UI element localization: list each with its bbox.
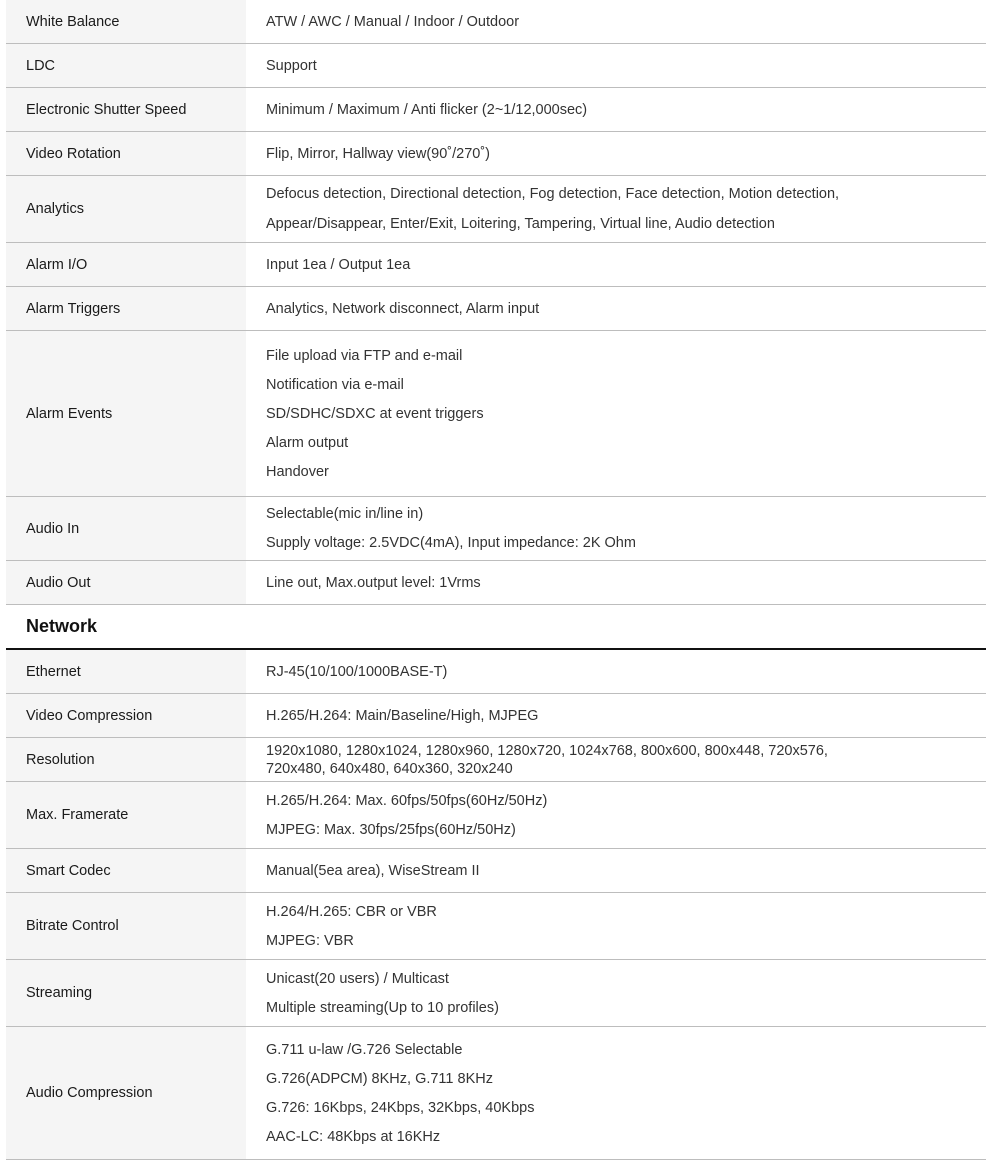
spec-value	[246, 176, 986, 242]
spec-table	[6, 0, 986, 1160]
spec-label: White Balance	[6, 0, 246, 43]
spec-value-line: Minimum / Maximum / Anti flicker (2~1/12,000sec)	[266, 101, 588, 118]
spec-value-line: 720x480, 640x480, 640x360, 320x240	[266, 760, 513, 777]
spec-label: Video Compression	[6, 694, 246, 737]
spec-row-analytics	[6, 176, 986, 243]
spec-label: Alarm Events	[6, 331, 246, 496]
spec-value-line: AAC-LC: 48Kbps at 16KHz	[266, 1128, 441, 1145]
spec-row-ldc	[6, 44, 986, 88]
spec-row-ethernet	[6, 650, 986, 694]
spec-row-bitrate-control	[6, 893, 986, 960]
spec-row-alarm-triggers	[6, 287, 986, 331]
spec-row-audio-in	[6, 497, 986, 561]
spec-label: Video Rotation	[6, 132, 246, 175]
spec-value-line: RJ-45(10/100/1000BASE-T)	[266, 663, 448, 680]
spec-label: Bitrate Control	[6, 893, 246, 959]
spec-value-line: Supply voltage: 2.5VDC(4mA), Input impedance: 2K Ohm	[266, 535, 636, 551]
spec-label: Audio Compression	[6, 1027, 246, 1159]
spec-value	[246, 960, 986, 1026]
spec-value-line: Manual(5ea area), WiseStream II	[266, 862, 480, 879]
spec-row-video-compression	[6, 694, 986, 738]
spec-value	[246, 650, 986, 693]
spec-value-line: Notification via e-mail	[266, 376, 404, 393]
spec-value-line: H.264/H.265: CBR or VBR	[266, 903, 437, 920]
spec-row-streaming	[6, 960, 986, 1027]
spec-value	[246, 331, 986, 496]
spec-label: Streaming	[6, 960, 246, 1026]
spec-value-line: ATW / AWC / Manual / Indoor / Outdoor	[266, 13, 520, 30]
spec-value-line: G.726: 16Kbps, 24Kbps, 32Kbps, 40Kbps	[266, 1099, 535, 1116]
spec-value-line: H.265/H.264: Max. 60fps/50fps(60Hz/50Hz)	[266, 792, 548, 809]
spec-value-line: MJPEG: Max. 30fps/25fps(60Hz/50Hz)	[266, 821, 516, 838]
spec-row-alarm-io	[6, 243, 986, 287]
spec-row-alarm-events	[6, 331, 986, 497]
spec-row-audio-out	[6, 561, 986, 605]
spec-value-line: MJPEG: VBR	[266, 932, 354, 949]
spec-row-video-rotation	[6, 132, 986, 176]
spec-label: Audio In	[6, 497, 246, 560]
spec-value-line: Defocus detection, Directional detection, Fog detection, Face detection, Motion detection,	[266, 186, 840, 202]
spec-value-line: G.711 u-law /G.726 Selectable	[266, 1041, 463, 1058]
spec-value	[246, 782, 986, 848]
spec-value	[246, 0, 986, 43]
spec-value-line: Unicast(20 users) / Multicast	[266, 970, 449, 987]
spec-value-line: Multiple streaming(Up to 10 profiles)	[266, 999, 499, 1016]
spec-label: Audio Out	[6, 561, 246, 604]
spec-value-line: 1920x1080, 1280x1024, 1280x960, 1280x720, 1024x768, 800x600, 800x448, 720x576,	[266, 742, 828, 759]
spec-value	[246, 849, 986, 892]
spec-value-line: H.265/H.264: Main/Baseline/High, MJPEG	[266, 707, 539, 724]
spec-value-line: File upload via FTP and e-mail	[266, 347, 463, 364]
spec-row-max-framerate	[6, 782, 986, 849]
spec-value-line: Line out, Max.output level: 1Vrms	[266, 574, 481, 591]
spec-label: Alarm Triggers	[6, 287, 246, 330]
spec-label: Alarm I/O	[6, 243, 246, 286]
spec-row-shutter-speed	[6, 88, 986, 132]
spec-label: Ethernet	[6, 650, 246, 693]
spec-value-line: G.726(ADPCM) 8KHz, G.711 8KHz	[266, 1070, 493, 1087]
spec-value	[246, 243, 986, 286]
spec-value-line: Flip, Mirror, Hallway view(90˚/270˚)	[266, 145, 490, 162]
spec-label: Resolution	[6, 738, 246, 781]
spec-value-line: Selectable(mic in/line in)	[266, 506, 424, 522]
spec-row-smart-codec	[6, 849, 986, 893]
spec-value	[246, 561, 986, 604]
spec-row-audio-compression	[6, 1027, 986, 1160]
spec-value	[246, 132, 986, 175]
section-heading-network: Network	[6, 605, 986, 650]
spec-label: Analytics	[6, 176, 246, 242]
spec-row-resolution	[6, 738, 986, 782]
spec-value-line: Support	[266, 57, 317, 74]
spec-value	[246, 497, 986, 560]
spec-value	[246, 1027, 986, 1159]
spec-value-line: Appear/Disappear, Enter/Exit, Loitering, Tampering, Virtual line, Audio detection	[266, 216, 775, 232]
spec-label: Max. Framerate	[6, 782, 246, 848]
spec-label: LDC	[6, 44, 246, 87]
spec-value-line: SD/SDHC/SDXC at event triggers	[266, 405, 484, 422]
spec-value	[246, 287, 986, 330]
spec-value	[246, 88, 986, 131]
spec-value-line: Handover	[266, 463, 329, 480]
spec-value	[246, 694, 986, 737]
spec-value-line: Analytics, Network disconnect, Alarm input	[266, 300, 540, 317]
spec-value	[246, 893, 986, 959]
spec-value-line: Alarm output	[266, 434, 349, 451]
spec-value	[246, 44, 986, 87]
spec-label: Smart Codec	[6, 849, 246, 892]
spec-value-line: Input 1ea / Output 1ea	[266, 256, 411, 273]
spec-row-white-balance	[6, 0, 986, 44]
spec-value	[246, 738, 986, 781]
spec-label: Electronic Shutter Speed	[6, 88, 246, 131]
